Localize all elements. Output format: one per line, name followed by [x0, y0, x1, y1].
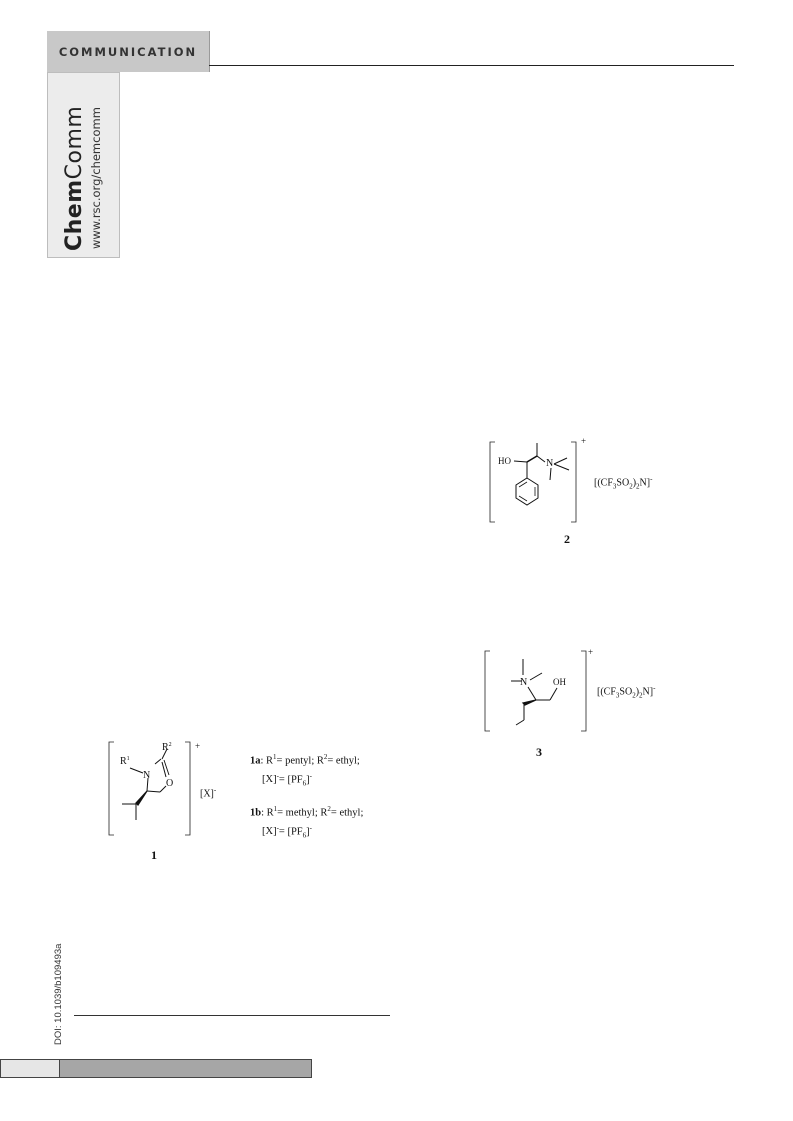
- journal-box: [47, 72, 120, 258]
- c1-r1-label: $R^1$: [120, 756, 130, 767]
- c3-oh-label: OH: [553, 677, 566, 687]
- header-rule: [209, 65, 734, 66]
- compound-2-label: 2: [564, 532, 570, 546]
- footer-bar-fill: [59, 1060, 311, 1077]
- compound-1-anion: [X]-: [200, 786, 217, 800]
- journal-branding: [62, 81, 110, 251]
- page-footer-bar: [0, 1059, 312, 1078]
- c2-n-label: N: [546, 458, 554, 469]
- compound-1a-description: 1a: $R^1=$ pentyl; $R^2=$ ethyl; $[X]^-= [PF_6]^-$: [250, 753, 360, 788]
- doi-label: DOI: 10.1039/b109493a: [53, 943, 64, 1045]
- c3-charge: +: [588, 647, 594, 657]
- footer-bar-lead: [1, 1060, 59, 1077]
- footnote-rule: [74, 1015, 390, 1016]
- c1-r2-label: $R^2$: [162, 742, 172, 753]
- c1-charge: +: [195, 741, 201, 751]
- c2-ho-label: HO: [498, 456, 511, 466]
- compound-3-structure: [480, 645, 600, 735]
- compound-1-label: 1: [151, 848, 157, 862]
- compound-1-structure: [105, 738, 210, 838]
- section-title: COMMUNICATION: [58, 44, 198, 59]
- journal-url: www.rsc.org/chemcomm: [89, 107, 103, 249]
- compound-1b-description: 1b: $R^1=$ methyl; $R^2=$ ethyl; $[X]^-= [PF_6]^-$: [250, 805, 364, 840]
- compound-2-structure: [485, 432, 595, 528]
- section-tab: [47, 31, 210, 72]
- compound-3-anion: $[(CF_3SO_2)_2N]^-$: [597, 684, 656, 700]
- journal-title: ChemComm: [62, 105, 87, 251]
- compound-3-label: 3: [536, 745, 542, 759]
- c3-n-label: N: [520, 677, 528, 688]
- c1-o-label: O: [166, 778, 174, 789]
- c2-charge: +: [581, 436, 587, 446]
- c1-n-label: N: [143, 770, 151, 781]
- compound-2-anion: $[(CF_3SO_2)_2N]^-$: [594, 475, 653, 491]
